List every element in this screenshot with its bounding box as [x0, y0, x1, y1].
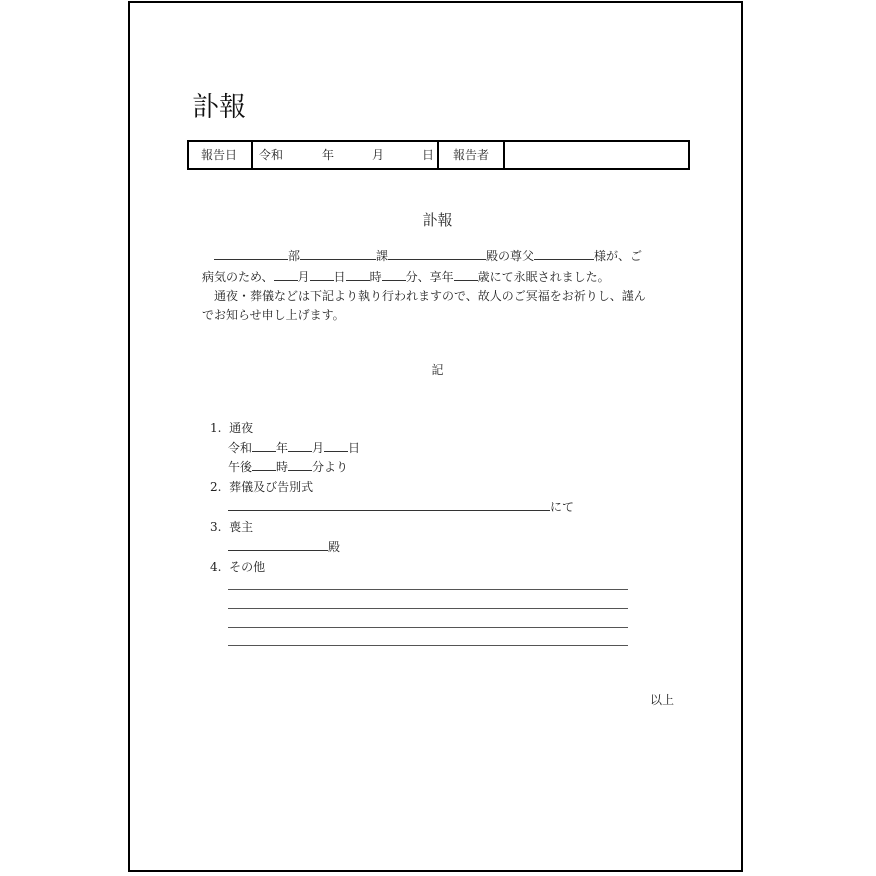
item-number: 1. [210, 421, 222, 435]
year-text: 年 [276, 441, 289, 455]
minute-from-text: 分より [312, 460, 349, 474]
funeral-place-line [228, 498, 574, 515]
year-label: 年 [322, 148, 335, 162]
honorific-father-text: 殿の尊父 [486, 249, 535, 263]
item-label: 喪主 [229, 520, 254, 534]
month-label: 月 [372, 148, 385, 162]
header-divider [251, 142, 253, 168]
passed-away-text: 歳にて永眠されました。 [477, 270, 610, 284]
month-text: 月 [297, 270, 310, 284]
minute-age-text: 分、享年 [405, 270, 454, 284]
blank-place [228, 498, 550, 511]
pm-text: 午後 [228, 460, 253, 474]
blank-year [252, 439, 276, 452]
item-label: 通夜 [229, 421, 254, 435]
day-label: 日 [422, 148, 435, 162]
blank-hour [346, 268, 370, 281]
sama-text: 様が、ご [594, 249, 643, 263]
section-text: 課 [376, 249, 389, 263]
closing-text: 以上 [650, 693, 675, 707]
blank-day [324, 439, 348, 452]
blank-mourner [228, 538, 328, 551]
wake-time-line [228, 458, 348, 475]
dono-text: 殿 [328, 540, 341, 554]
other-rule-line [228, 608, 628, 609]
blank-hour [252, 458, 276, 471]
blank-dept [214, 247, 288, 260]
report-header-table [187, 140, 690, 170]
item-number: 4. [210, 560, 222, 574]
blank-section [300, 247, 376, 260]
para1-line2 [202, 267, 610, 288]
item-other-heading [210, 558, 265, 575]
blank-deceased [534, 247, 594, 260]
blank-name [388, 247, 486, 260]
blank-minute [288, 458, 312, 471]
item-label: その他 [229, 560, 266, 574]
header-divider [437, 142, 439, 168]
blank-minute [382, 268, 406, 281]
hour-text: 時 [369, 270, 382, 284]
item-funeral-heading [210, 478, 313, 495]
day-text: 日 [348, 441, 361, 455]
mourner-name-line [228, 538, 340, 555]
other-rule-line [228, 645, 628, 646]
para1-line1 [214, 246, 642, 267]
hour-text: 時 [276, 460, 289, 474]
header-divider [503, 142, 505, 168]
item-wake-heading [210, 419, 253, 436]
blank-month [288, 439, 312, 452]
ki-heading: 記 [431, 363, 444, 377]
dept-text: 部 [288, 249, 301, 263]
day-text: 日 [333, 270, 346, 284]
at-text: にて [550, 500, 575, 514]
illness-text: 病気のため、 [202, 270, 274, 284]
report-date-label: 報告日 [201, 148, 238, 162]
reporter-label: 報告者 [453, 148, 490, 162]
para2-line1: 通夜・葬儀などは下記より執り行われますので、故人のご冥福をお祈りし、謹ん [214, 289, 646, 303]
blank-month [274, 268, 298, 281]
other-rule-line [228, 589, 628, 590]
item-number: 3. [210, 520, 222, 534]
para2-line2: でお知らせ申し上げます。 [202, 308, 345, 322]
blank-age [454, 268, 478, 281]
item-label: 葬儀及び告別式 [229, 480, 314, 494]
era-label: 令和 [259, 148, 284, 162]
document-page [128, 1, 743, 872]
document-title: 訃報 [192, 92, 246, 123]
month-text: 月 [312, 441, 325, 455]
era-text: 令和 [228, 441, 253, 455]
notice-title: 訃報 [422, 211, 453, 229]
wake-date-line [228, 439, 360, 456]
other-rule-line [228, 627, 628, 628]
blank-day [310, 268, 334, 281]
item-number: 2. [210, 480, 222, 494]
item-mourner-heading [210, 518, 253, 535]
